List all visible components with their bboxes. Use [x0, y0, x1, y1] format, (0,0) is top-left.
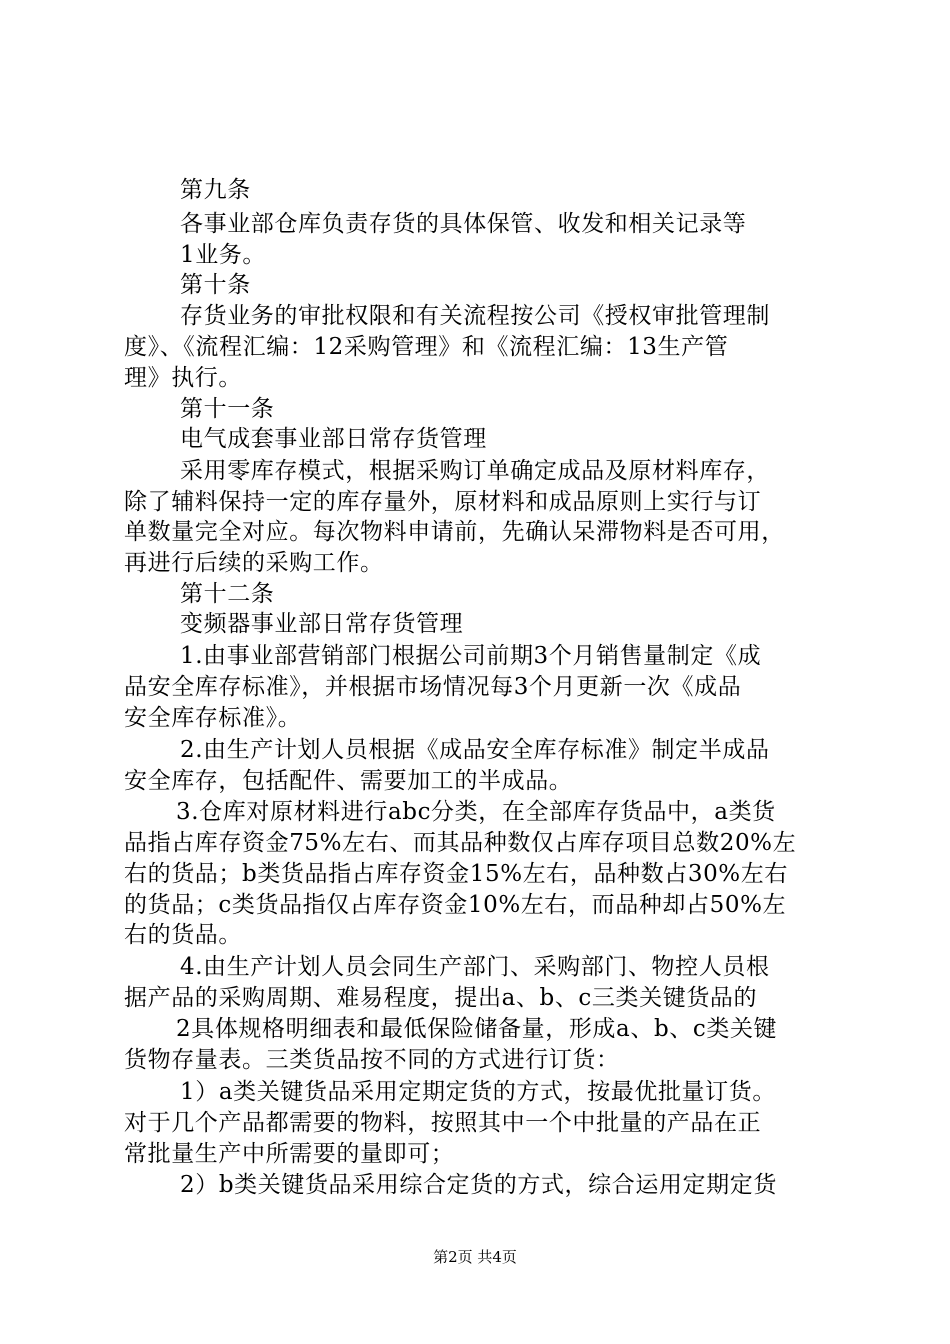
text-line: 单数量完全对应。每次物料申请前，先确认呆滞物料是否可用，: [124, 519, 785, 545]
section-title: 电气成套事业部日常存货管理: [180, 426, 487, 452]
text-line: 各事业部仓库负责存货的具体保管、收发和相关记录等: [180, 211, 747, 237]
text-line: 右的货品。: [124, 922, 242, 948]
text-line: 安全库存，包括配件、需要加工的半成品。: [124, 768, 573, 794]
text-line: 3.仓库对原材料进行abc分类，在全部库存货品中，a类货: [176, 799, 776, 825]
article-12-heading: 第十二条: [180, 581, 275, 607]
text-line: 2具体规格明细表和最低保险储备量，形成a、b、c类关键: [176, 1016, 778, 1042]
article-10-heading: 第十条: [180, 272, 251, 298]
text-line: 对于几个产品都需要的物料，按照其中一个中批量的产品在正: [124, 1110, 762, 1136]
page-footer: 第2页 共4页: [433, 1248, 517, 1266]
article-9-heading: 第九条: [180, 177, 251, 203]
text-line: 采用零库存模式，根据采购订单确定成品及原材料库存，: [180, 458, 770, 484]
text-line: 2）b类关键货品采用综合定货的方式，综合运用定期定货: [180, 1172, 777, 1198]
text-line: 除了辅料保持一定的库存量外，原材料和成品原则上实行与订: [124, 489, 762, 515]
text-line: 再进行后续的采购工作。: [124, 550, 384, 576]
text-line: 的货品；c类货品指仅占库存资金10%左右，而品种却占50%左: [124, 892, 787, 918]
text-line: 4.由生产计划人员会同生产部门、采购部门、物控人员根: [180, 954, 770, 980]
text-line: 2.由生产计划人员根据《成品安全库存标准》制定半成品: [180, 737, 770, 763]
section-title: 变频器事业部日常存货管理: [180, 611, 464, 637]
text-line: 1业务。: [180, 242, 267, 268]
text-line: 品指占库存资金75%左右、而其品种数仅占库存项目总数20%左: [124, 830, 797, 856]
text-line: 1.由事业部营销部门根据公司前期3个月销售量制定《成: [180, 643, 762, 669]
article-11-heading: 第十一条: [180, 396, 275, 422]
text-line: 货物存量表。三类货品按不同的方式进行订货：: [124, 1047, 620, 1073]
text-line: 1）a类关键货品采用定期定货的方式，按最优批量订货。: [180, 1079, 776, 1105]
text-line: 安全库存标准》。: [124, 705, 302, 731]
text-line: 右的货品；b类货品指占库存资金15%左右，品种数占30%左右: [124, 861, 788, 887]
text-line: 度》、《流程汇编：12采购管理》和《流程汇编：13生产管: [124, 334, 729, 360]
text-line: 品安全库存标准》，并根据市场情况每3个月更新一次《成品: [124, 674, 742, 700]
text-line: 存货业务的审批权限和有关流程按公司《授权审批管理制: [180, 303, 770, 329]
text-line: 据产品的采购周期、难易程度，提出a、b、c三类关键货品的: [124, 985, 758, 1011]
text-line: 理》执行。: [124, 365, 242, 391]
text-line: 常批量生产中所需要的量即可；: [124, 1141, 455, 1167]
